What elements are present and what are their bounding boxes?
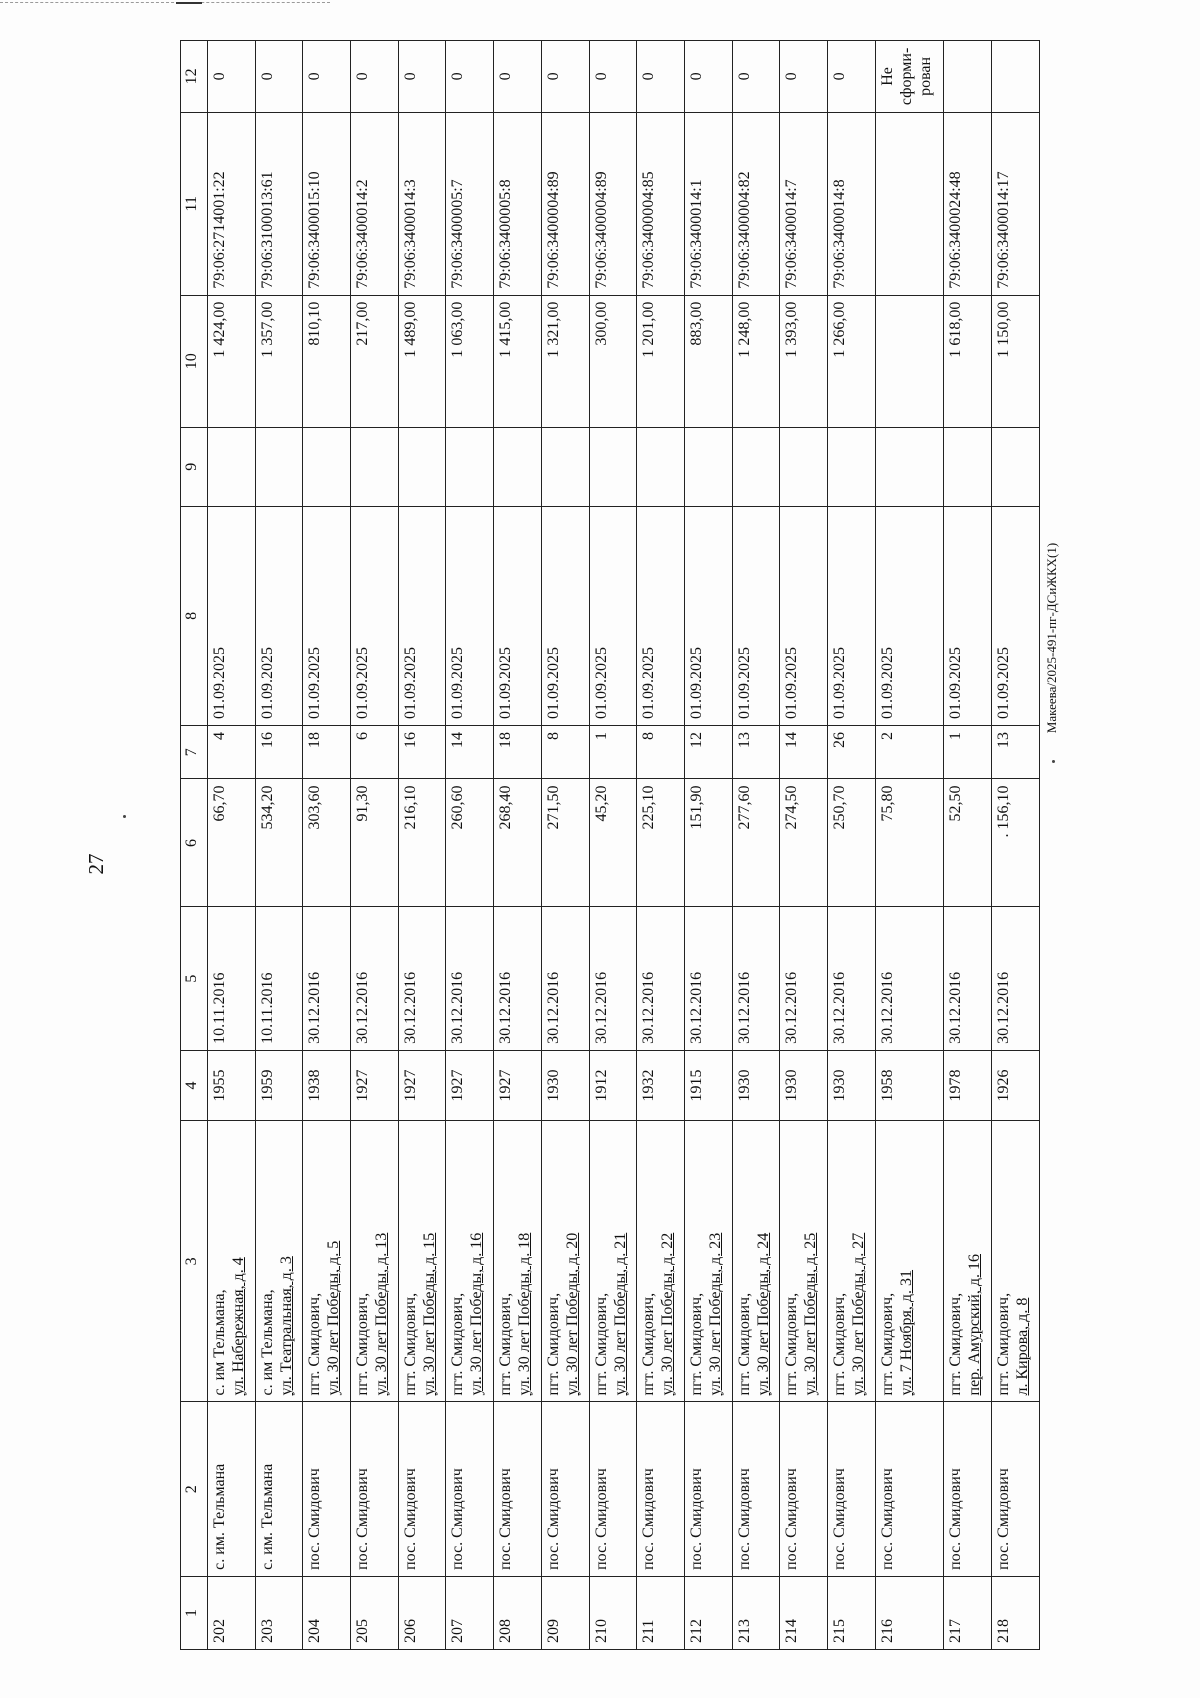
- address-cell: [684, 1121, 732, 1402]
- address-cell: [208, 1121, 256, 1402]
- column10-cell: 1 393,00: [780, 295, 828, 427]
- date2-cell: 01.09.2025: [732, 506, 780, 725]
- date2-cell: 01.09.2025: [637, 506, 685, 725]
- row-number: 218: [992, 1576, 1040, 1649]
- date-cell: 30.12.2016: [684, 907, 732, 1050]
- column12-cell: [992, 41, 1040, 113]
- column9-cell: [255, 427, 303, 506]
- count-cell: 13: [992, 726, 1040, 779]
- address-line-2: ул. 30 лет Победы, д. 20: [563, 1232, 581, 1396]
- address-cell: [992, 1121, 1040, 1402]
- row-number: 208: [494, 1576, 542, 1649]
- address-line-2: ул. 30 лет Победы, д. 18: [516, 1232, 534, 1396]
- date2-cell: 01.09.2025: [875, 506, 944, 725]
- address-line-2: ул. 30 лет Победы, д. 23: [706, 1232, 724, 1396]
- settlement-cell: пос. Смидович: [398, 1402, 446, 1576]
- area-cell: 303,60: [303, 779, 351, 907]
- column10-cell: 1 266,00: [827, 295, 875, 427]
- area-cell: . 156,10: [992, 779, 1040, 907]
- column9-cell: [875, 427, 944, 506]
- column-header: 11: [181, 112, 208, 295]
- area-cell: 268,40: [494, 779, 542, 907]
- area-cell: 260,60: [446, 779, 494, 907]
- column9-cell: [494, 427, 542, 506]
- date-cell: 30.12.2016: [494, 907, 542, 1050]
- count-cell: 13: [732, 726, 780, 779]
- count-cell: 14: [780, 726, 828, 779]
- settlement-cell: пос. Смидович: [944, 1402, 992, 1576]
- date-cell: 30.12.2016: [446, 907, 494, 1050]
- address-cell: [637, 1121, 685, 1402]
- address-line-2: ул. 7 Ноября, д. 31: [897, 1269, 915, 1396]
- date2-cell: 01.09.2025: [780, 506, 828, 725]
- column12-cell: 0: [303, 41, 351, 113]
- table-row: [637, 41, 685, 1650]
- row-number: 207: [446, 1576, 494, 1649]
- address-line-1: с. им Тельмана,: [211, 1289, 228, 1396]
- column-header: 9: [181, 427, 208, 506]
- column10-cell: 217,00: [351, 295, 399, 427]
- column-header: 7: [181, 726, 208, 779]
- address-line-1: пгт. Смидович,: [401, 1292, 419, 1396]
- column9-cell: [208, 427, 256, 506]
- row-number: 213: [732, 1576, 780, 1649]
- cadastral-number-cell: 79:06:3400014:8: [827, 112, 875, 295]
- cadastral-number-cell: 79:06:3400015:10: [303, 112, 351, 295]
- count-cell: 18: [303, 726, 351, 779]
- column12-cell: [944, 41, 992, 113]
- column12-cell: Не сформи-рован: [875, 41, 944, 113]
- address-cell: [303, 1121, 351, 1402]
- address-line-1: пгт. Смидович,: [592, 1292, 610, 1396]
- area-cell: 271,50: [541, 779, 589, 907]
- address-line-2: ул. 30 лет Победы, д. 27: [849, 1232, 867, 1396]
- address-line-2: ул. 30 лет Победы, д. 15: [420, 1232, 438, 1396]
- date2-cell: 01.09.2025: [541, 506, 589, 725]
- table-row: [494, 41, 542, 1650]
- address-line-1: пгт. Смидович,: [995, 1292, 1013, 1396]
- settlement-cell: пос. Смидович: [827, 1402, 875, 1576]
- table-row: [827, 41, 875, 1650]
- year-cell: 1927: [494, 1050, 542, 1120]
- address-line-1: пгт. Смидович,: [947, 1292, 965, 1396]
- page-number: 27: [84, 853, 108, 875]
- settlement-cell: пос. Смидович: [303, 1402, 351, 1576]
- table-body: [208, 41, 1040, 1650]
- table-row: [351, 41, 399, 1650]
- address-line-2: ул. Набережная, д. 4: [230, 1257, 247, 1396]
- area-cell: 91,30: [351, 779, 399, 907]
- row-number: 216: [875, 1576, 944, 1649]
- column-header: 8: [181, 506, 208, 725]
- year-cell: 1915: [684, 1050, 732, 1120]
- column10-cell: 1 618,00: [944, 295, 992, 427]
- cadastral-number-cell: 79:06:3400014:3: [398, 112, 446, 295]
- cadastral-number-cell: 79:06:3400014:17: [992, 112, 1040, 295]
- address-cell: [944, 1121, 992, 1402]
- date-cell: 30.12.2016: [398, 907, 446, 1050]
- year-cell: 1958: [875, 1050, 944, 1120]
- column-header: 4: [181, 1050, 208, 1120]
- address-cell: [351, 1121, 399, 1402]
- table-row: [446, 41, 494, 1650]
- address-line-1: пгт. Смидович,: [544, 1292, 562, 1396]
- year-cell: 1930: [827, 1050, 875, 1120]
- settlement-cell: пос. Смидович: [494, 1402, 542, 1576]
- address-cell: [875, 1121, 944, 1402]
- address-line-2: ул. 30 лет Победы, д. 25: [802, 1232, 820, 1396]
- count-cell: 1: [944, 726, 992, 779]
- date2-cell: 01.09.2025: [944, 506, 992, 725]
- cadastral-number-cell: 79:06:3400004:82: [732, 112, 780, 295]
- count-cell: 6: [351, 726, 399, 779]
- table-row: [255, 41, 303, 1650]
- cadastral-number-cell: 79:06:3400005:8: [494, 112, 542, 295]
- settlement-cell: пос. Смидович: [732, 1402, 780, 1576]
- settlement-cell: с. им. Тельмана: [208, 1402, 256, 1576]
- count-cell: 4: [208, 726, 256, 779]
- cadastral-number-cell: 79:06:3400004:89: [589, 112, 637, 295]
- column10-cell: [875, 295, 944, 427]
- row-number: 205: [351, 1576, 399, 1649]
- settlement-cell: пос. Смидович: [589, 1402, 637, 1576]
- row-number: 217: [944, 1576, 992, 1649]
- date2-cell: 01.09.2025: [992, 506, 1040, 725]
- address-line-1: пгт. Смидович,: [497, 1292, 515, 1396]
- row-number: 211: [637, 1576, 685, 1649]
- table-row: [541, 41, 589, 1650]
- count-cell: 2: [875, 726, 944, 779]
- area-cell: 151,90: [684, 779, 732, 907]
- date-cell: 30.12.2016: [303, 907, 351, 1050]
- row-number: 204: [303, 1576, 351, 1649]
- rotated-table-wrapper: [180, 40, 1040, 1650]
- count-cell: 18: [494, 726, 542, 779]
- date2-cell: 01.09.2025: [684, 506, 732, 725]
- address-line-2: ул. 30 лет Победы, д. 22: [659, 1232, 677, 1396]
- column12-cell: 0: [398, 41, 446, 113]
- year-cell: 1926: [992, 1050, 1040, 1120]
- date2-cell: 01.09.2025: [208, 506, 256, 725]
- column10-cell: 810,10: [303, 295, 351, 427]
- settlement-cell: пос. Смидович: [541, 1402, 589, 1576]
- address-cell: [780, 1121, 828, 1402]
- table-row: [398, 41, 446, 1650]
- date2-cell: 01.09.2025: [494, 506, 542, 725]
- column12-cell: 0: [255, 41, 303, 113]
- address-cell: [589, 1121, 637, 1402]
- column10-cell: 1 201,00: [637, 295, 685, 427]
- cadastral-number-cell: 79:06:2714001:22: [208, 112, 256, 295]
- date2-cell: 01.09.2025: [446, 506, 494, 725]
- area-cell: 274,50: [780, 779, 828, 907]
- area-cell: 66,70: [208, 779, 256, 907]
- column9-cell: [637, 427, 685, 506]
- area-cell: 250,70: [827, 779, 875, 907]
- date-cell: 30.12.2016: [732, 907, 780, 1050]
- row-number: 203: [255, 1576, 303, 1649]
- count-cell: 16: [398, 726, 446, 779]
- column-header: 1: [181, 1576, 208, 1649]
- row-number: 210: [589, 1576, 637, 1649]
- column12-cell: 0: [780, 41, 828, 113]
- column9-cell: [827, 427, 875, 506]
- column10-cell: 1 489,00: [398, 295, 446, 427]
- column-header: 6: [181, 779, 208, 907]
- stray-dot: [123, 815, 126, 818]
- column10-cell: 1 415,00: [494, 295, 542, 427]
- date-cell: 30.12.2016: [875, 907, 944, 1050]
- column-header: 12: [181, 41, 208, 113]
- address-line-2: ул. 30 лет Победы, д. 24: [754, 1232, 772, 1396]
- address-line-2: ул. 30 лет Победы, д. 13: [373, 1232, 391, 1396]
- cadastral-number-cell: 79:06:3400014:7: [780, 112, 828, 295]
- settlement-cell: пос. Смидович: [992, 1402, 1040, 1576]
- address-cell: [494, 1121, 542, 1402]
- column9-cell: [446, 427, 494, 506]
- column10-cell: 1 248,00: [732, 295, 780, 427]
- column9-cell: [589, 427, 637, 506]
- column10-cell: 1 357,00: [255, 295, 303, 427]
- date2-cell: 01.09.2025: [255, 506, 303, 725]
- year-cell: 1932: [637, 1050, 685, 1120]
- area-cell: 75,80: [875, 779, 944, 907]
- footer-code-wrapper: [1042, 78, 1062, 1198]
- column9-cell: [992, 427, 1040, 506]
- column12-cell: 0: [684, 41, 732, 113]
- count-cell: 16: [255, 726, 303, 779]
- column9-cell: [684, 427, 732, 506]
- address-line-2: л. Кирова, д. 8: [1014, 1297, 1032, 1396]
- row-number: 214: [780, 1576, 828, 1649]
- settlement-cell: пос. Смидович: [446, 1402, 494, 1576]
- column9-cell: [944, 427, 992, 506]
- date-cell: 30.12.2016: [637, 907, 685, 1050]
- column-header: 5: [181, 907, 208, 1050]
- column-header: 3: [181, 1121, 208, 1402]
- date-cell: 30.12.2016: [827, 907, 875, 1050]
- address-line-1: с. им Тельмана,: [258, 1289, 276, 1396]
- column-header: 2: [181, 1402, 208, 1576]
- column10-cell: 1 150,00: [992, 295, 1040, 427]
- column9-cell: [398, 427, 446, 506]
- column9-cell: [303, 427, 351, 506]
- cadastral-number-cell: 79:06:3400004:89: [541, 112, 589, 295]
- address-line-1: пгт. Смидович,: [878, 1292, 896, 1396]
- column10-cell: 1 424,00: [208, 295, 256, 427]
- table-row: [732, 41, 780, 1650]
- cadastral-number-cell: 79:06:3400014:1: [684, 112, 732, 295]
- address-cell: [446, 1121, 494, 1402]
- column12-cell: 0: [446, 41, 494, 113]
- settlement-cell: пос. Смидович: [351, 1402, 399, 1576]
- scan-artifact-mark: [176, 2, 202, 4]
- table-frame: [180, 40, 1040, 1650]
- cadastral-number-cell: 79:06:3100013:61: [255, 112, 303, 295]
- row-number: 206: [398, 1576, 446, 1649]
- year-cell: 1978: [944, 1050, 992, 1120]
- column12-cell: 0: [637, 41, 685, 113]
- registry-table: [180, 40, 1040, 1650]
- column9-cell: [732, 427, 780, 506]
- table-row: [992, 41, 1040, 1650]
- address-line-2: ул. 30 лет Победы, д. 21: [611, 1232, 629, 1396]
- area-cell: 45,20: [589, 779, 637, 907]
- address-cell: [255, 1121, 303, 1402]
- settlement-cell: с. им. Тельмана: [255, 1402, 303, 1576]
- row-number: 212: [684, 1576, 732, 1649]
- column12-cell: 0: [827, 41, 875, 113]
- column9-cell: [351, 427, 399, 506]
- table-row: [589, 41, 637, 1650]
- area-cell: 277,60: [732, 779, 780, 907]
- scan-artifact-line: [0, 2, 330, 3]
- count-cell: 8: [637, 726, 685, 779]
- address-line-1: пгт. Смидович,: [306, 1292, 324, 1396]
- address-line-1: пгт. Смидович,: [687, 1292, 705, 1396]
- row-number: 209: [541, 1576, 589, 1649]
- column10-cell: 1 063,00: [446, 295, 494, 427]
- area-cell: 216,10: [398, 779, 446, 907]
- date2-cell: 01.09.2025: [398, 506, 446, 725]
- table-row: [875, 41, 944, 1650]
- cadastral-number-cell: 79:06:3400005:7: [446, 112, 494, 295]
- cadastral-number-cell: 79:06:3400014:2: [351, 112, 399, 295]
- date2-cell: 01.09.2025: [827, 506, 875, 725]
- year-cell: 1927: [446, 1050, 494, 1120]
- address-cell: [827, 1121, 875, 1402]
- area-cell: 225,10: [637, 779, 685, 907]
- date-cell: 30.12.2016: [992, 907, 1040, 1050]
- header-row: [181, 41, 208, 1650]
- column12-cell: 0: [732, 41, 780, 113]
- address-line-1: пгт. Смидович,: [783, 1292, 801, 1396]
- count-cell: 8: [541, 726, 589, 779]
- column12-cell: 0: [494, 41, 542, 113]
- cadastral-number-cell: [875, 112, 944, 295]
- count-cell: 1: [589, 726, 637, 779]
- column10-cell: 1 321,00: [541, 295, 589, 427]
- table-row: [944, 41, 992, 1650]
- address-line-1: пгт. Смидович,: [449, 1292, 467, 1396]
- address-line-1: пгт. Смидович,: [830, 1292, 848, 1396]
- year-cell: 1938: [303, 1050, 351, 1120]
- date2-cell: 01.09.2025: [303, 506, 351, 725]
- settlement-cell: пос. Смидович: [684, 1402, 732, 1576]
- address-line-2: пер. Амурский, д. 16: [966, 1254, 984, 1396]
- column12-cell: 0: [541, 41, 589, 113]
- date-cell: 30.12.2016: [351, 907, 399, 1050]
- date-cell: 30.12.2016: [780, 907, 828, 1050]
- column12-cell: 0: [351, 41, 399, 113]
- column12-cell: 0: [589, 41, 637, 113]
- date-cell: 30.12.2016: [589, 907, 637, 1050]
- column-header: 10: [181, 295, 208, 427]
- area-cell: 534,20: [255, 779, 303, 907]
- column10-cell: 883,00: [684, 295, 732, 427]
- date-cell: 30.12.2016: [541, 907, 589, 1050]
- settlement-cell: пос. Смидович: [637, 1402, 685, 1576]
- address-line-1: пгт. Смидович,: [735, 1292, 753, 1396]
- year-cell: 1930: [780, 1050, 828, 1120]
- cadastral-number-cell: 79:06:3400004:85: [637, 112, 685, 295]
- cadastral-number-cell: 79:06:3400024:48: [944, 112, 992, 295]
- address-line-1: пгт. Смидович,: [354, 1292, 372, 1396]
- count-cell: 14: [446, 726, 494, 779]
- year-cell: 1959: [255, 1050, 303, 1120]
- address-line-2: ул. Театральная, д. 3: [277, 1256, 295, 1396]
- settlement-cell: пос. Смидович: [780, 1402, 828, 1576]
- area-cell: 52,50: [944, 779, 992, 907]
- column9-cell: [780, 427, 828, 506]
- table-row: [208, 41, 256, 1650]
- count-cell: 26: [827, 726, 875, 779]
- address-line-2: ул. 30 лет Победы, д. 16: [468, 1232, 486, 1396]
- date2-cell: 01.09.2025: [589, 506, 637, 725]
- row-number: 215: [827, 1576, 875, 1649]
- year-cell: 1930: [541, 1050, 589, 1120]
- count-cell: 12: [684, 726, 732, 779]
- row-number: 202: [208, 1576, 256, 1649]
- column9-cell: [541, 427, 589, 506]
- date-cell: 10.11.2016: [255, 907, 303, 1050]
- date2-cell: 01.09.2025: [351, 506, 399, 725]
- year-cell: 1927: [351, 1050, 399, 1120]
- column12-cell: 0: [208, 41, 256, 113]
- address-cell: [541, 1121, 589, 1402]
- settlement-cell: пос. Смидович: [875, 1402, 944, 1576]
- table-row: [303, 41, 351, 1650]
- footer-code: Макеева/2025-491-пг-ДСиЖКХ(1): [1044, 542, 1059, 734]
- date-cell: 10.11.2016: [208, 907, 256, 1050]
- table-row: [684, 41, 732, 1650]
- table-row: [780, 41, 828, 1650]
- address-line-2: ул. 30 лет Победы, д. 5: [325, 1240, 343, 1396]
- year-cell: 1912: [589, 1050, 637, 1120]
- year-cell: 1955: [208, 1050, 256, 1120]
- column10-cell: 300,00: [589, 295, 637, 427]
- address-cell: [398, 1121, 446, 1402]
- year-cell: 1930: [732, 1050, 780, 1120]
- address-line-1: пгт. Смидович,: [640, 1292, 658, 1396]
- year-cell: 1927: [398, 1050, 446, 1120]
- address-cell: [732, 1121, 780, 1402]
- date-cell: 30.12.2016: [944, 907, 992, 1050]
